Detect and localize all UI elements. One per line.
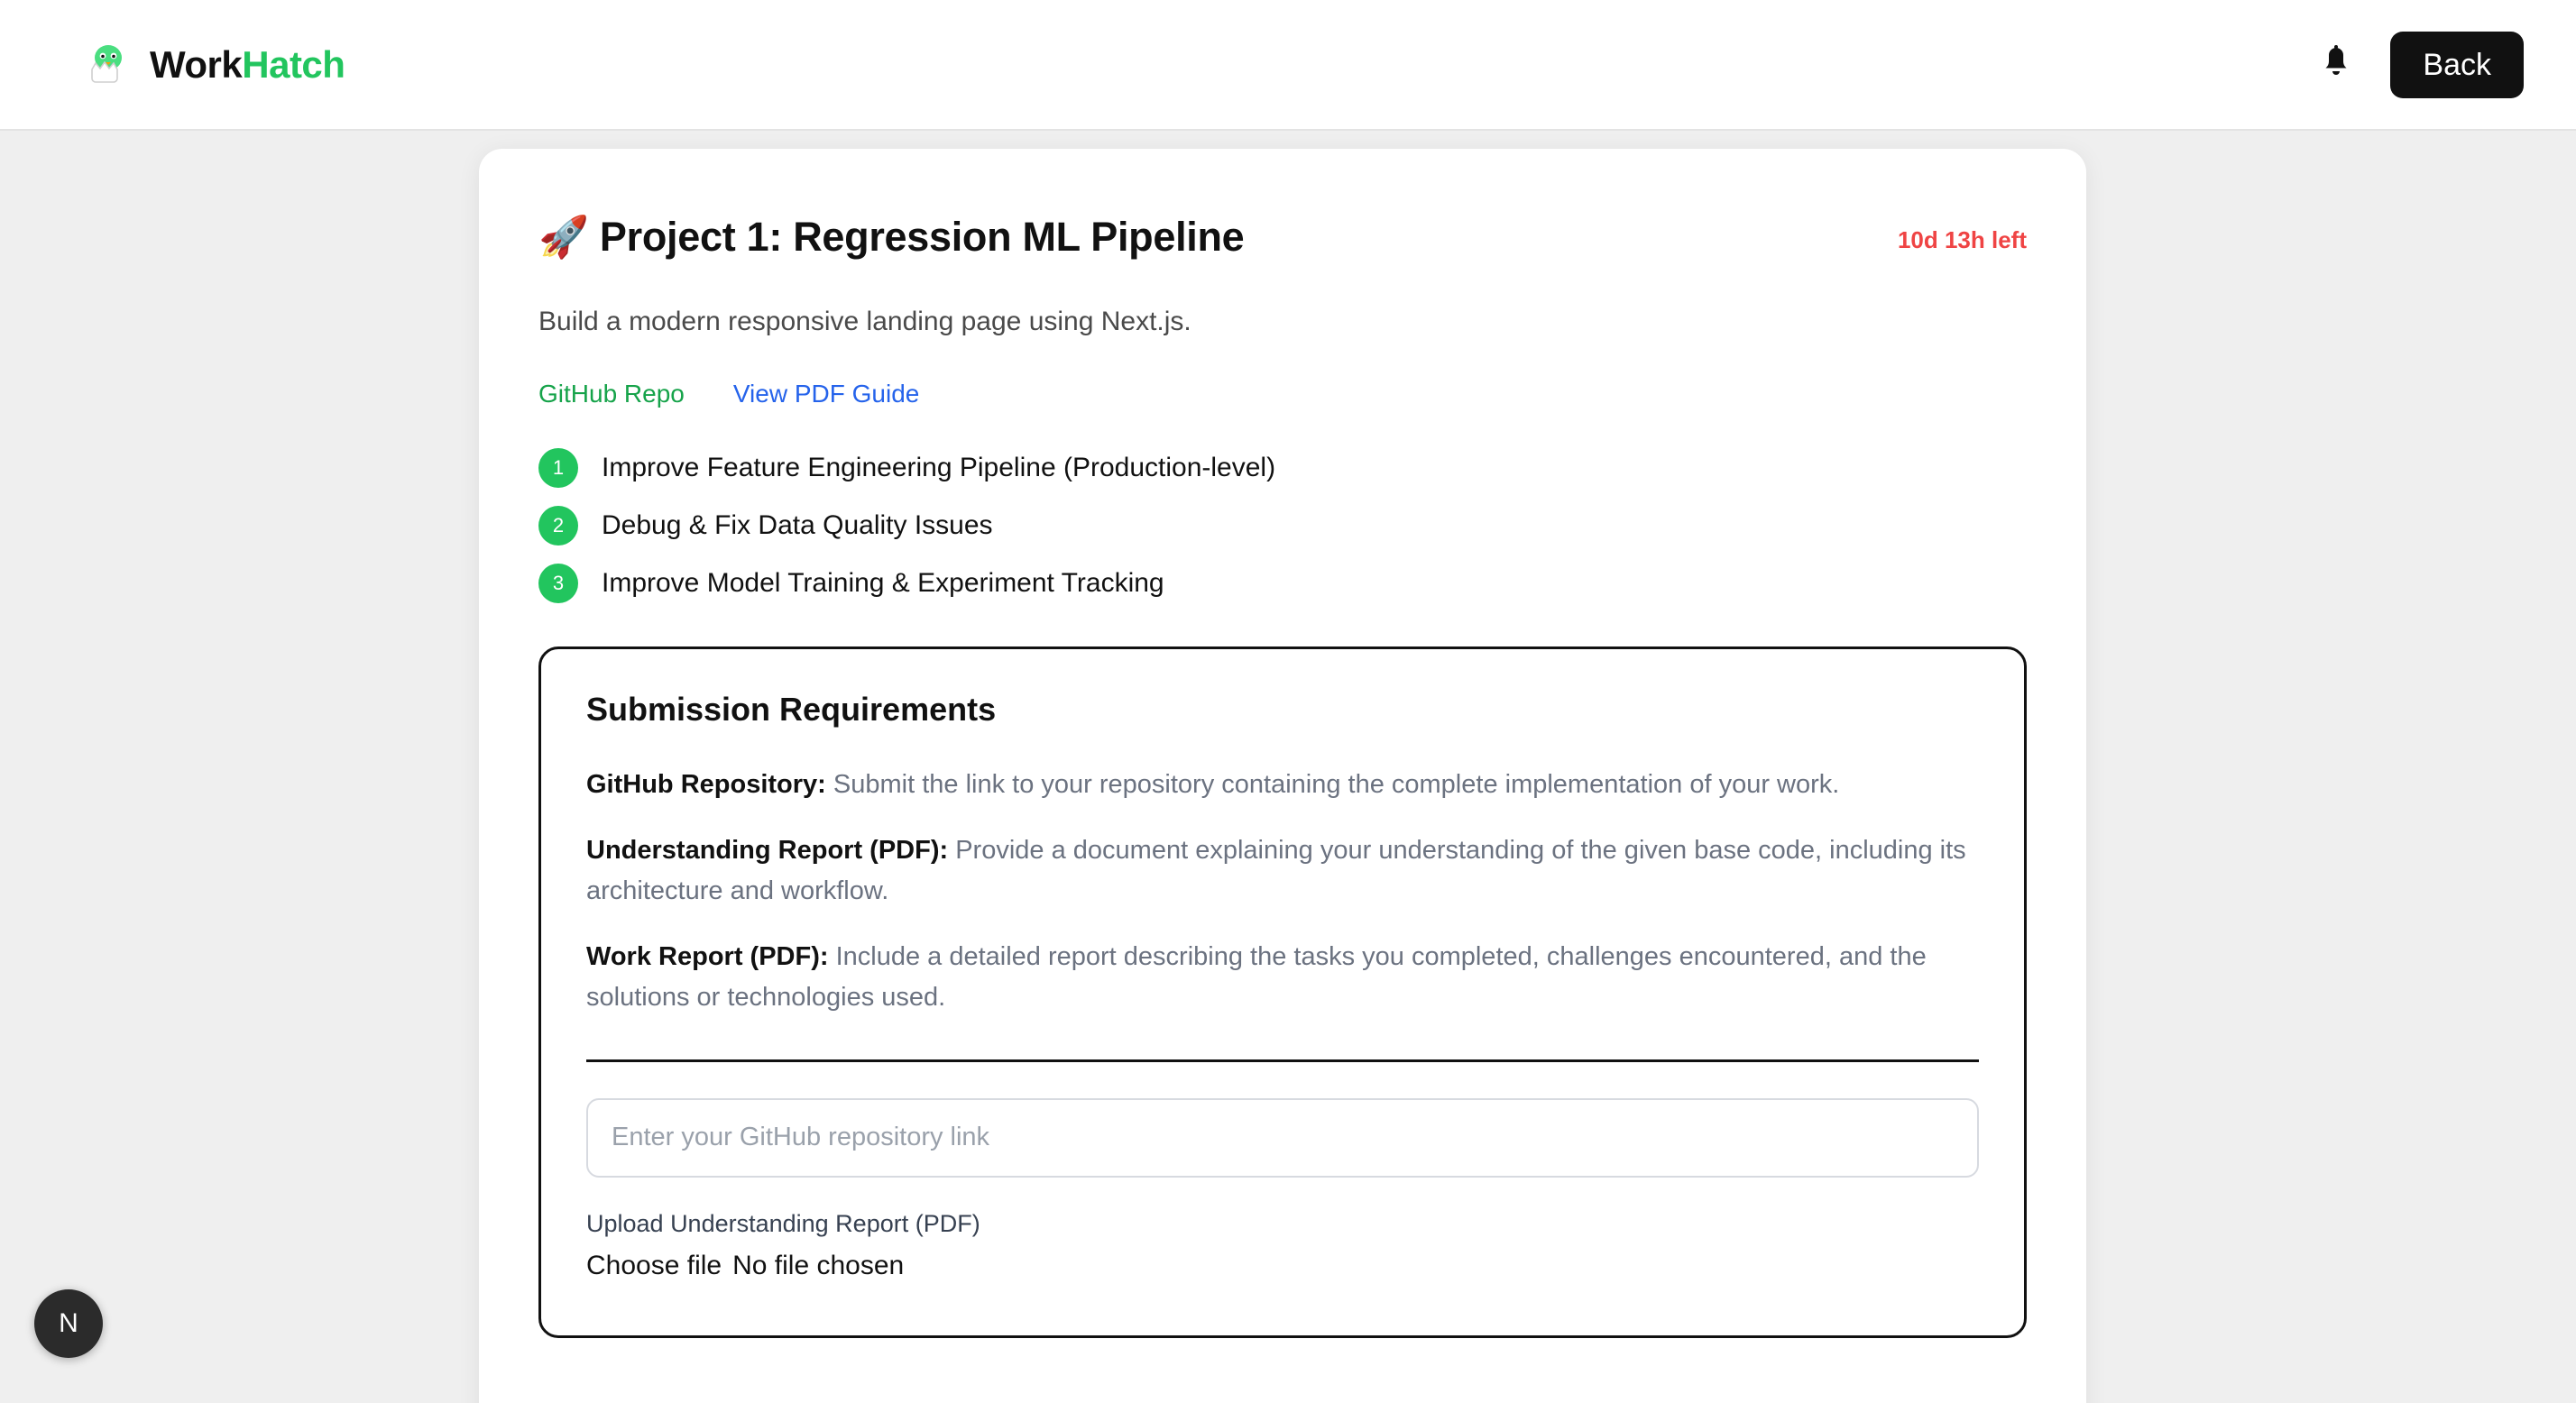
- choose-file-button[interactable]: Choose file: [586, 1250, 722, 1280]
- brand-logo[interactable]: [83, 40, 345, 90]
- brand-text-first: Work: [150, 42, 243, 86]
- nextjs-badge-label: N: [59, 1308, 78, 1338]
- back-button[interactable]: Back: [2390, 32, 2524, 98]
- page-body: [0, 131, 2576, 1403]
- task-label: Debug & Fix Data Quality Issues: [602, 510, 993, 541]
- list-item: [538, 506, 2027, 546]
- requirement-text: Provide a document explaining your understanding of the given base code, including its architecture and workflow.: [586, 836, 1966, 906]
- hatching-chick-logo-icon: [83, 40, 133, 90]
- upload-understanding-report-label: Upload Understanding Report (PDF): [586, 1209, 980, 1237]
- requirement-text: Submit the link to your repository containing the complete implementation of your work.: [825, 770, 1840, 800]
- page-title: 🚀 Project 1: Regression ML Pipeline: [538, 214, 1245, 260]
- topbar-actions: [2316, 32, 2524, 98]
- project-card-header: [538, 214, 2027, 261]
- project-card: [479, 149, 2086, 1403]
- view-pdf-guide-link[interactable]: View PDF Guide: [732, 380, 920, 408]
- list-item: [538, 448, 2027, 488]
- task-number-badge: 1: [538, 448, 578, 488]
- requirement-label: Understanding Report (PDF):: [586, 836, 949, 866]
- submission-requirements-box: [538, 646, 2027, 1338]
- requirement-text: Include a detailed report describing the tasks you completed, challenges encountered, and the solutions or technologies used.: [586, 942, 1927, 1012]
- brand-text-second: Hatch: [242, 42, 345, 86]
- notification-bell-icon: [2320, 45, 2352, 84]
- time-left-badge: 10d 13h left: [1897, 226, 2027, 253]
- list-item: [538, 564, 2027, 603]
- task-label: Improve Feature Engineering Pipeline (Production-level): [602, 453, 1276, 483]
- github-repo-link[interactable]: GitHub Repo: [538, 380, 685, 408]
- submission-heading: Submission Requirements: [586, 691, 997, 729]
- task-number-badge: 2: [538, 506, 578, 546]
- requirement-item: [586, 765, 1979, 805]
- github-repo-input[interactable]: [586, 1098, 1979, 1178]
- top-navigation-bar: [0, 0, 2576, 131]
- task-list: [538, 448, 2027, 603]
- notification-bell-button[interactable]: [2316, 43, 2356, 87]
- task-label: Improve Model Training & Experiment Tracking: [602, 568, 1164, 599]
- project-links: [538, 380, 2027, 408]
- file-upload-row: [586, 1251, 1979, 1281]
- nextjs-dev-badge[interactable]: [34, 1289, 103, 1358]
- task-number-badge: 3: [538, 564, 578, 603]
- requirement-label: Work Report (PDF):: [586, 942, 829, 972]
- requirement-item: [586, 830, 1979, 912]
- section-divider: [586, 1059, 1979, 1062]
- requirement-label: GitHub Repository:: [586, 770, 826, 800]
- file-status-text: No file chosen: [732, 1250, 905, 1280]
- project-description: Build a modern responsive landing page using Next.js.: [538, 306, 1191, 336]
- requirement-item: [586, 937, 1979, 1018]
- brand-text: [150, 43, 345, 87]
